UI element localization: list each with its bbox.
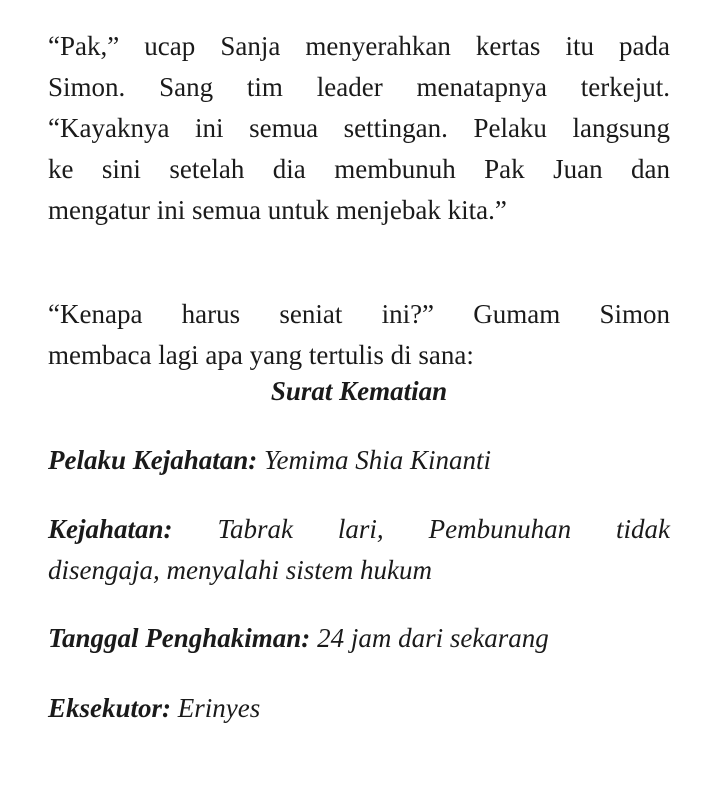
field-crime — [48, 509, 670, 591]
text-line: “Kenapa harus seniat ini?” Gumam Simon — [48, 299, 670, 329]
field-value: Tabrak lari, Pembunuhan tidak — [217, 514, 670, 544]
field-executor — [48, 688, 670, 729]
field-judgment-date — [48, 618, 670, 659]
field-value: 24 jam dari sekarang — [310, 623, 549, 653]
paragraph-dialogue-1 — [48, 26, 670, 231]
letter-title: Surat Kematian — [270, 376, 448, 406]
text-line: membaca lagi apa yang tertulis di sana: — [48, 340, 474, 370]
text-line: Simon. Sang tim leader menatapnya terkejut. — [48, 72, 670, 102]
field-label: Tanggal Penghakiman: — [48, 623, 311, 653]
field-label: Eksekutor: — [48, 693, 172, 723]
text-line: ke sini setelah dia membunuh Pak Juan dan — [48, 154, 670, 184]
field-line — [48, 509, 670, 550]
field-value: Erinyes — [171, 693, 261, 723]
text-line: “Kayaknya ini semua settingan. Pelaku langsung — [48, 113, 670, 143]
text-line: “Pak,” ucap Sanja menyerahkan kertas itu pada — [48, 31, 670, 61]
field-value: Yemima Shia Kinanti — [257, 445, 492, 475]
paragraph-dialogue-2 — [48, 294, 670, 376]
field-value-continued: disengaja, menyalahi sistem hukum — [48, 555, 432, 585]
field-label: Kejahatan: — [48, 514, 173, 544]
field-label: Pelaku Kejahatan: — [48, 445, 258, 475]
field-perpetrator — [48, 440, 670, 481]
text-line: mengatur ini semua untuk menjebak kita.” — [48, 195, 507, 225]
